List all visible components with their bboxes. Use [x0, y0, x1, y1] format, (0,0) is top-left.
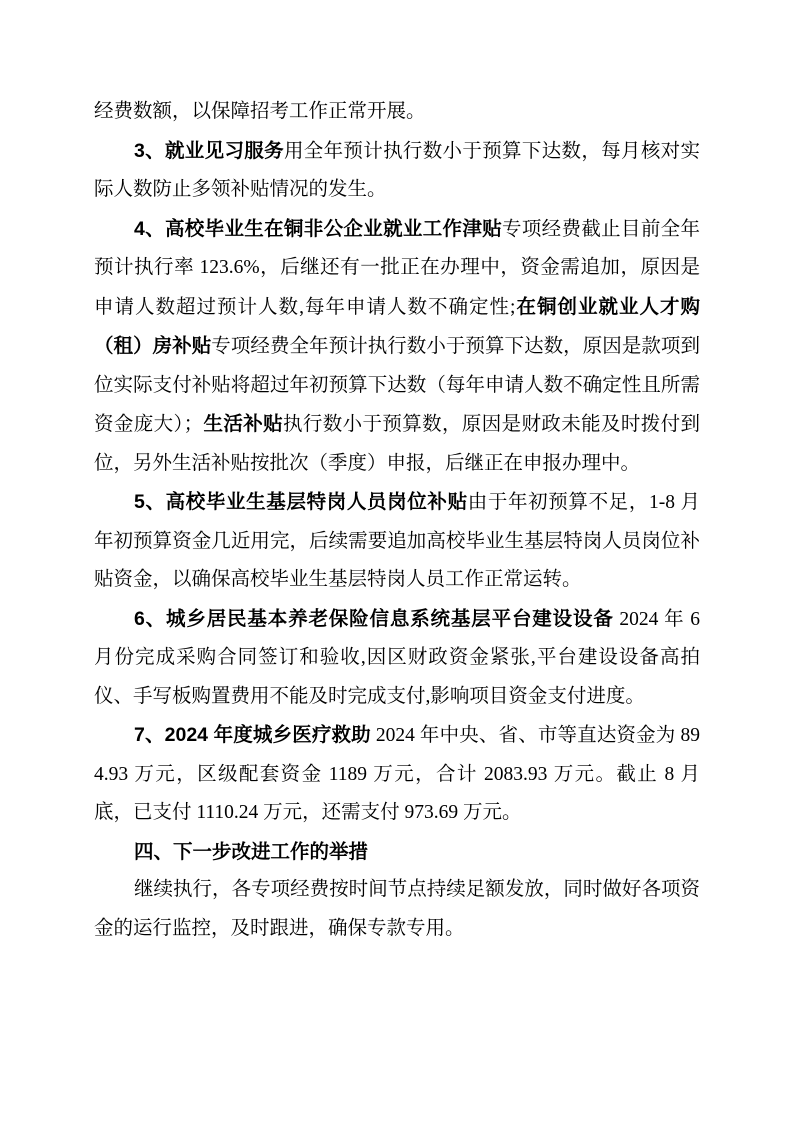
paragraph-continuation [94, 93, 700, 132]
bold-run-item-4-title: 4、高校毕业生在铜非公企业就业工作津贴 [133, 217, 503, 240]
paragraph-item-4 [94, 210, 700, 484]
text-run: 专项经费全年预计执行数小于预算下达数，原因是款项到位实际支付补贴将超过年初预算下达数（每年申请人数不确定性且所需资金庞大）； [94, 336, 700, 435]
document-body [94, 93, 700, 948]
paragraph-item-6 [94, 600, 700, 717]
text-run: 用全年预计执行数小于预算下达数，每月核对实际人数防止多领补贴情况的发生。 [94, 140, 700, 200]
section-heading [94, 833, 700, 872]
paragraph-item-5 [94, 483, 700, 600]
bold-run-living-subsidy: 生活补贴 [203, 413, 283, 435]
bold-run-item-3-title: 3、就业见习服务 [133, 139, 284, 162]
paragraph-item-7 [94, 716, 700, 833]
bold-run-item-5-title: 5、高校毕业生基层特岗人员岗位补贴 [133, 491, 468, 513]
text-run: 2024 年 6 月份完成采购合同签订和验收,因区财政资金紧张,平台建设设备高拍仪、手写板购置费用不能及时完成支付,影响项目资金支付进度。 [94, 608, 700, 707]
bold-run-item-6-title: 6、城乡居民基本养老保险信息系统基层平台建设设备 [133, 607, 614, 630]
text-run: 专项经费截止目前全年预计执行率 123.6%，后继还有一批正在办理中，资金需追加，原因是申请人数超过预计人数,每年申请人数不确定性; [94, 218, 700, 318]
text-run: 执行数小于预算数，原因是财政未能及时拨付到位，另外生活补贴按批次（季度）申报，后继正在申报办理中。 [94, 414, 700, 474]
paragraph-closing [94, 871, 700, 948]
heading-text: 四、下一步改进工作的举措 [133, 840, 368, 863]
bold-run-housing-subsidy: 在铜创业就业人才购（租）房补贴 [94, 295, 700, 357]
text-run: 2024 年中央、省、市等直达资金为 894.93 万元，区级配套资金 1189 万元，合计 2083.93 万元。截止 8 月底，已支付 1110.24 万元，还需支付 973.69 万元。 [94, 725, 700, 823]
text-run: 经费数额，以保障招考工作正常开展。 [94, 101, 426, 122]
text-run: 继续执行，各专项经费按时间节点持续足额发放，同时做好各项资金的运行监控，及时跟进，确保专款专用。 [94, 879, 700, 939]
text-run: 由于年初预算不足，1-8 月年初预算资金几近用完，后续需要追加高校毕业生基层特岗人员岗位补贴资金，以确保高校毕业生基层特岗人员工作正常运转。 [94, 492, 700, 590]
bold-run-item-7-title: 7、2024 年度城乡医疗救助 [133, 724, 371, 746]
paragraph-item-3 [94, 132, 700, 210]
